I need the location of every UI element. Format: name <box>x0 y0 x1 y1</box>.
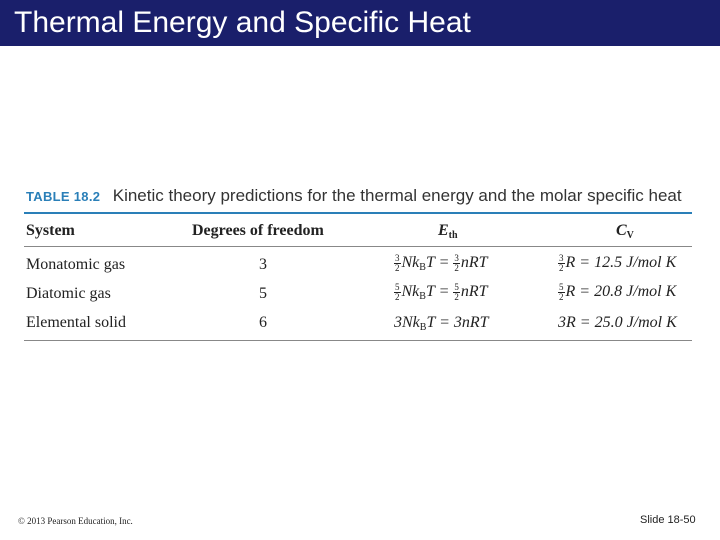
row-1-eth: $\frac{3}{2}$ $Nk_BT$ = $\frac{3}{2}$ nRT <box>395 253 488 274</box>
row-2-cv-frac: $\frac{5}{2}$ <box>559 282 564 302</box>
header-cv-subscript: V <box>626 230 634 241</box>
header-eth-symbol: E <box>438 222 449 239</box>
row-1-dof: 3 <box>259 256 267 273</box>
title-bar <box>0 0 720 46</box>
row-2-eth-frac-2: $\frac{5}{2}$ <box>454 282 459 302</box>
row-2-dof: 5 <box>259 285 267 302</box>
row-1-eth-frac: $\frac{3}{2}$ <box>395 253 400 273</box>
row-3-cv: 3R = 25.0 J/mol K <box>558 314 677 331</box>
header-cv-symbol: C <box>616 222 627 239</box>
table-header-rule <box>24 246 692 247</box>
row-1-cv-frac: $\frac{3}{2}$ <box>559 253 564 273</box>
header-eth <box>438 222 458 241</box>
table-caption <box>26 186 682 206</box>
row-2-eth-frac: $\frac{5}{2}$ <box>395 282 400 302</box>
header-dof: Degrees of freedom <box>192 222 324 239</box>
slide-title: Thermal Energy and Specific Heat <box>14 6 471 39</box>
table-caption-text: Kinetic theory predictions for the thermal energy and the molar specific heat <box>112 186 682 205</box>
row-1-cv: $\frac{3}{2}$ R = 12.5 J/mol K <box>559 253 677 273</box>
row-2-system: Diatomic gas <box>26 285 111 302</box>
row-1-eth-frac-2: $\frac{3}{2}$ <box>454 253 459 273</box>
header-eth-subscript: th <box>448 230 458 241</box>
table-top-rule <box>24 212 692 214</box>
table-bottom-rule <box>24 340 692 341</box>
row-1-system: Monatomic gas <box>26 256 126 273</box>
header-cv <box>616 222 634 241</box>
header-system: System <box>26 222 75 239</box>
row-3-system: Elemental solid <box>26 314 126 331</box>
copyright-notice: © 2013 Pearson Education, Inc. <box>18 516 133 526</box>
row-3-dof: 6 <box>259 314 267 331</box>
row-3-eth: $3Nk_BT = 3nRT$ <box>394 314 489 333</box>
slide-number: Slide 18-50 <box>640 514 696 526</box>
row-2-eth: $\frac{5}{2}$ $Nk_BT$ = $\frac{5}{2}$ nRT <box>395 282 488 303</box>
row-2-cv: $\frac{5}{2}$ R = 20.8 J/mol K <box>559 282 677 302</box>
table-label: TABLE 18.2 <box>26 189 101 204</box>
